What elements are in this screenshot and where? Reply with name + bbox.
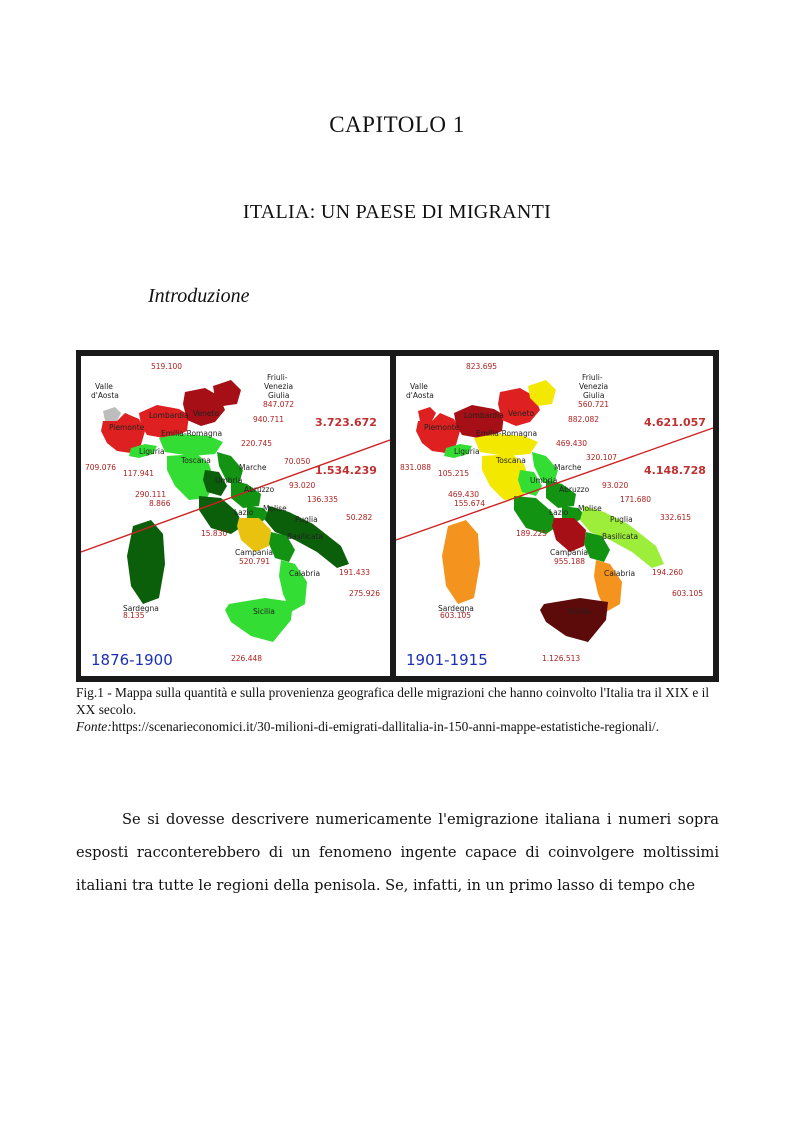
- left-value-friuli: 847.072: [263, 400, 295, 409]
- chapter-heading: CAPITOLO 1: [329, 112, 465, 137]
- left-total-south: 1.534.239: [315, 464, 377, 477]
- left-value-abruzzo: 93.020: [289, 481, 316, 490]
- right-total-north: 4.621.057: [644, 416, 706, 429]
- left-label-friuli-2: Venezia: [264, 382, 294, 391]
- left-label-veneto: Veneto: [193, 409, 220, 418]
- left-label-marche: Marche: [239, 463, 267, 472]
- left-value-sicilia: 226.448: [231, 654, 263, 663]
- left-value-sardegna: 8.135: [123, 611, 145, 620]
- left-label-toscana: Toscana: [181, 456, 211, 465]
- right-value-molise: 171.680: [620, 495, 652, 504]
- right-label-friuli-3: Giulia: [583, 391, 605, 400]
- left-total-north: 3.723.672: [315, 416, 377, 429]
- right-value-piemonte: 831.088: [400, 463, 432, 472]
- right-value-calabria: 603.105: [672, 589, 704, 598]
- right-total-south: 4.148.728: [644, 464, 706, 477]
- right-label-valle-daosta-2: d'Aosta: [406, 391, 434, 400]
- right-label-abruzzo: Abruzzo: [559, 485, 590, 494]
- right-label-lazio: Lazio: [549, 508, 569, 517]
- left-label-puglia: Puglia: [295, 515, 318, 524]
- left-label-friuli-1: Friuli-: [267, 373, 288, 382]
- right-label-lombardia: Lombardia: [464, 411, 504, 420]
- right-value-lombardia: 823.695: [466, 362, 498, 371]
- left-label-liguria: Liguria: [139, 447, 165, 456]
- right-label-valle-daosta-1: Valle: [410, 382, 428, 391]
- right-value-toscana: 469.430: [448, 490, 480, 499]
- left-value-basilicata: 191.433: [339, 568, 371, 577]
- right-label-basilicata: Basilicata: [602, 532, 639, 541]
- right-period-label: 1901-1915: [406, 651, 488, 669]
- left-label-calabria: Calabria: [289, 569, 321, 578]
- chapter-title: ITALIA: UN PAESE DI MIGRANTI: [242, 201, 552, 223]
- left-value-puglia: 50.282: [346, 513, 373, 522]
- left-label-basilicata: Basilicata: [287, 532, 324, 541]
- left-value-calabria: 275.926: [349, 589, 381, 598]
- left-value-liguria: 117.941: [123, 469, 155, 478]
- left-value-piemonte: 709.076: [85, 463, 117, 472]
- right-label-campania: Campania: [550, 548, 588, 557]
- left-label-lazio: Lazio: [234, 508, 254, 517]
- left-value-umbria: 8.866: [149, 499, 171, 508]
- left-value-veneto: 940.711: [253, 415, 285, 424]
- right-label-liguria: Liguria: [454, 447, 480, 456]
- right-label-friuli-1: Friuli-: [582, 373, 603, 382]
- right-label-veneto: Veneto: [508, 409, 535, 418]
- right-label-calabria: Calabria: [604, 569, 636, 578]
- right-value-abruzzo: 93.020: [602, 481, 629, 490]
- right-label-sicilia: Sicilia: [568, 607, 590, 616]
- right-label-umbria: Umbria: [530, 476, 558, 485]
- left-value-toscana: 290.111: [135, 490, 167, 499]
- right-label-puglia: Puglia: [610, 515, 633, 524]
- left-label-molise: Molise: [263, 504, 287, 513]
- right-value-umbria: 155.674: [454, 499, 486, 508]
- left-value-campania: 520.791: [239, 557, 271, 566]
- migration-map-figure: [76, 350, 719, 682]
- left-label-campania: Campania: [235, 548, 273, 557]
- right-value-friuli: 560.721: [578, 400, 610, 409]
- caption-source-url[interactable]: https://scenarieconomici.it/30-milioni-di-emigrati-dallitalia-in-150-anni-mappe-estatistiche-regionali/.: [111, 719, 660, 734]
- right-label-molise: Molise: [578, 504, 602, 513]
- right-value-sardegna: 603.105: [440, 611, 472, 620]
- right-label-friuli-2: Venezia: [579, 382, 609, 391]
- right-label-toscana: Toscana: [496, 456, 526, 465]
- right-value-campania: 955.188: [554, 557, 586, 566]
- right-value-emilia: 469.430: [556, 439, 588, 448]
- left-label-valle-daosta-2: d'Aosta: [91, 391, 119, 400]
- left-map-panel: [81, 356, 390, 676]
- right-value-veneto: 882.082: [568, 415, 600, 424]
- left-label-sardegna: Sardegna: [123, 604, 159, 613]
- right-value-lazio: 189.225: [516, 529, 548, 538]
- left-label-valle-daosta-1: Valle: [95, 382, 113, 391]
- body-text: [76, 803, 719, 902]
- right-value-sicilia: 1.126.513: [542, 654, 581, 663]
- left-value-emilia: 220.745: [241, 439, 273, 448]
- left-label-sicilia: Sicilia: [253, 607, 275, 616]
- left-label-friuli-3: Giulia: [268, 391, 290, 400]
- left-period-label: 1876-1900: [91, 651, 173, 669]
- right-value-basilicata: 194.260: [652, 568, 684, 577]
- body-paragraph: Se si dovesse descrivere numericamente l'emigrazione italiana i numeri sopra esposti racconterebbero di un fenomeno ingente capace di coinvolgere moltissimi italiani tra tutte le regioni della penisola. Se, infatti, in un primo lasso di tempo che: [76, 811, 719, 894]
- left-value-lombardia: 519.100: [151, 362, 183, 371]
- right-value-puglia: 332.615: [660, 513, 692, 522]
- right-value-marche: 320.107: [586, 453, 618, 462]
- left-label-abruzzo: Abruzzo: [244, 485, 275, 494]
- left-value-molise: 136.335: [307, 495, 339, 504]
- left-label-umbria: Umbria: [215, 476, 243, 485]
- section-heading: Introduzione: [148, 285, 250, 307]
- left-label-emilia: Emilia-Romagna: [161, 429, 223, 438]
- right-label-piemonte: Piemonte: [424, 423, 460, 432]
- right-map-panel: [396, 356, 713, 676]
- right-label-marche: Marche: [554, 463, 582, 472]
- right-label-sardegna: Sardegna: [438, 604, 474, 613]
- left-value-marche: 70.050: [284, 457, 311, 466]
- right-value-liguria: 105.215: [438, 469, 470, 478]
- left-label-piemonte: Piemonte: [109, 423, 145, 432]
- migration-map-svg: [76, 350, 719, 682]
- left-value-lazio: 15.830: [201, 529, 228, 538]
- figure-caption: [76, 684, 721, 735]
- caption-text: Fig.1 - Mappa sulla quantità e sulla provenienza geografica delle migrazioni che hanno coinvolto l'Italia tra il XIX e il XX secolo.: [76, 685, 710, 717]
- left-label-lombardia: Lombardia: [149, 411, 189, 420]
- caption-source: [76, 718, 721, 735]
- right-label-emilia: Emilia-Romagna: [476, 429, 538, 438]
- caption-source-label: Fonte:: [76, 719, 112, 734]
